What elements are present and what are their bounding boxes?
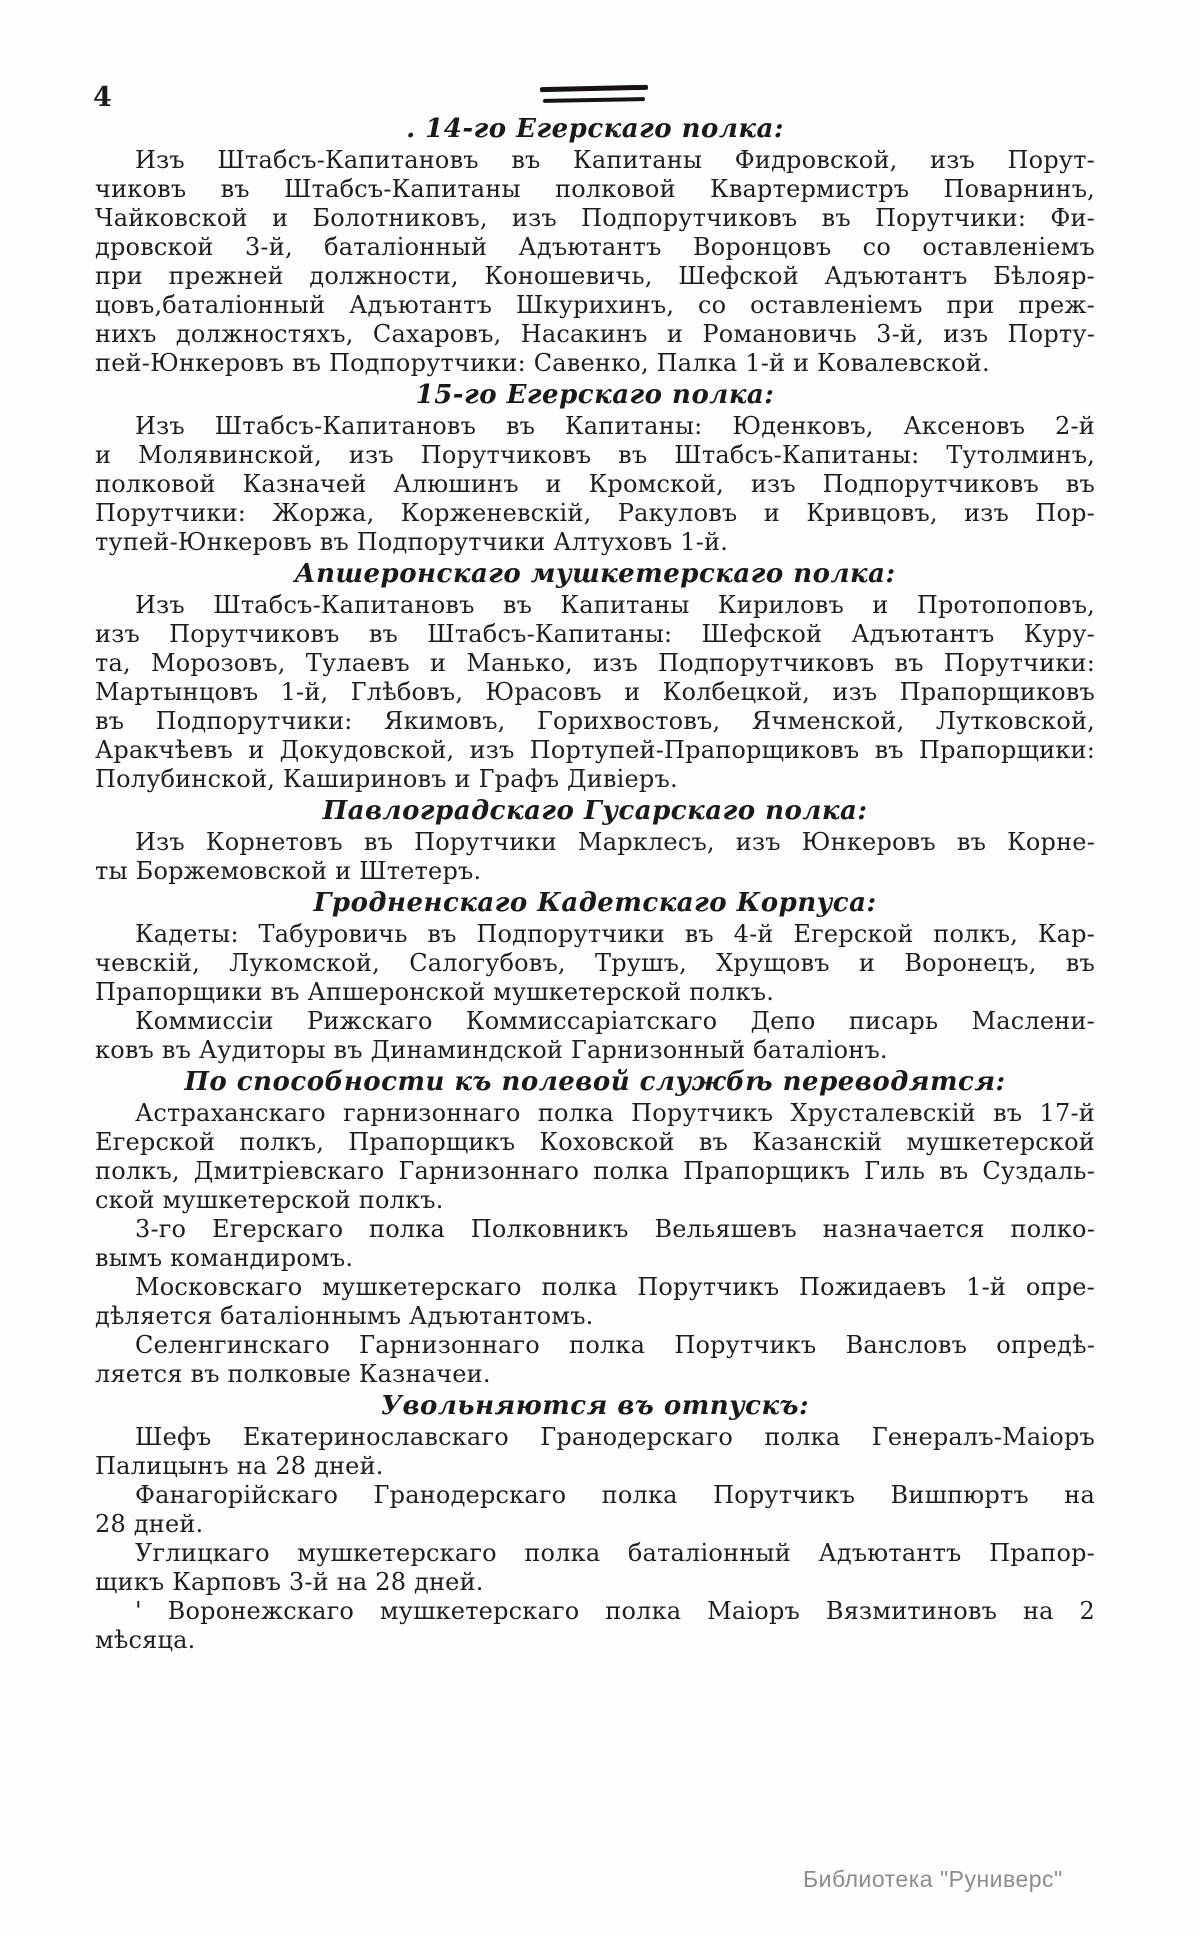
text-line: щикъ Карповъ 3-й на 28 дней. [95,1568,484,1596]
text-line: Чайковской и Болотниковъ, изъ Подпорутчиковъ въ Порутчики: Фи- [95,204,1095,232]
text-line: чевскій, Лукомской, Салогубовъ, Трушъ, Хрущовъ и Воронецъ, въ [95,949,1095,977]
text-line: нихъ должностяхъ, Сахаровъ, Насакинъ и Романовичь 3-й, изъ Порту- [95,320,1095,348]
text-line: Астраханскаго гарнизоннаго полка Порутчикъ Хрусталевскій въ 17-й [135,1099,1095,1127]
text-line: при прежней должности, Коношевичь, Шефской Адъютантъ Бѣлояр- [95,262,1095,290]
text-line: Изъ Штабсъ-Капитановъ въ Капитаны: Юденковъ, Аксеновъ 2-й [135,412,1095,440]
section-heading: 15-го Егерскаго полка: [415,380,775,410]
section-heading: По способности къ полевой службѣ переводятся: [184,1067,1006,1097]
text-line: тупей-Юнкеровъ въ Подпорутчики Алтуховъ 1-й. [95,528,729,556]
text-line: дѣляется баталіоннымъ Адъютантомъ. [95,1302,594,1330]
section-divider-ornament [540,86,650,110]
text-line: ' Воронежскаго мушкетерскаго полка Маіоръ Вязмитиновъ на 2 [135,1597,1095,1625]
section-heading: Увольняются въ отпускъ: [380,1391,810,1421]
text-line: ты Боржемовской и Штетеръ. [95,857,482,885]
document-body [95,112,1095,1655]
text-line: Прапорщики въ Апшеронской мушкетерской полкъ. [95,978,775,1006]
text-line: ской мушкетерской полкъ. [95,1186,444,1214]
text-line: Егерской полкъ, Прапорщикъ Коховской въ Казанскій мушкетерской [95,1128,1095,1156]
text-line: мѣсяца. [95,1626,196,1654]
text-line: Изъ Штабсъ-Капитановъ въ Капитаны Кириловъ и Протопоповъ, [135,591,1095,619]
text-line: Мартынцовъ 1-й, Глѣбовъ, Юрасовъ и Колбецкой, изъ Прапорщиковъ [95,678,1095,706]
page-number: 4 [93,82,112,113]
section-heading: Павлоградскаго Гусарскаго полка: [322,796,868,826]
text-line: Шефъ Екатеринославскаго Гранодерскаго полка Генералъ-Маіоръ [135,1423,1095,1451]
section-heading: Апшеронскаго мушкетерскаго полка: [294,559,896,589]
section-heading: . 14-го Егерскаго полка: [406,114,784,144]
text-line: Изъ Штабсъ-Капитановъ въ Капитаны Фидровской, изъ Порут- [135,146,1095,174]
text-line: та, Морозовъ, Тулаевъ и Манько, изъ Подпорутчиковъ въ Порутчики: [95,649,1095,677]
text-line: Аракчѣевъ и Докудовской, изъ Портупей-Прапорщиковъ въ Прапорщики: [95,736,1095,764]
text-line: Палицынъ на 28 дней. [95,1452,384,1480]
divider-line-top [540,85,648,92]
text-line: Фанагорійскаго Гранодерскаго полка Порутчикъ Вишпюртъ на [135,1481,1095,1509]
text-line: въ Подпорутчики: Якимовъ, Горихвостовъ, Ячменской, Лутковской, [95,707,1095,735]
text-line: 28 дней. [95,1510,204,1538]
divider-line-bottom [543,97,645,103]
text-line: Изъ Корнетовъ въ Порутчики Марклесъ, изъ Юнкеровъ въ Корне- [135,828,1095,856]
text-line: пей-Юнкеровъ въ Подпорутчики: Савенко, Палка 1-й и Ковалевской. [95,349,990,377]
text-line: полковой Казначей Алюшинъ и Кромской, изъ Подпорутчиковъ въ [95,470,1095,498]
text-line: ляется въ полковые Казначеи. [95,1360,491,1388]
text-line: изъ Порутчиковъ въ Штабсъ-Капитаны: Шефской Адъютантъ Куру- [95,620,1095,648]
text-line: Коммиссіи Рижскаго Коммиссаріатскаго Депо писарь Маслени- [135,1007,1095,1035]
text-line: 3-го Егерскаго полка Полковникъ Вельяшевъ назначается полко- [135,1215,1095,1243]
section-heading: Гродненскаго Кадетскаго Корпуса: [313,888,877,918]
text-line: ковъ въ Аудиторы въ Динаминдской Гарнизонный баталіонъ. [95,1036,888,1064]
text-line: Порутчики: Жоржа, Корженевскій, Ракуловъ и Кривцовъ, изъ Пор- [95,499,1095,527]
text-line: цовъ,баталіонный Адъютантъ Шкурихинъ, со оставленіемъ при преж- [95,291,1095,319]
text-line: Кадеты: Табуровичь въ Подпорутчики въ 4-й Егерской полкъ, Кар- [135,920,1095,948]
text-line: чиковъ въ Штабсъ-Капитаны полковой Квартермистръ Поварнинъ, [95,175,1095,203]
text-line: и Молявинской, изъ Порутчиковъ въ Штабсъ-Капитаны: Тутолминъ, [95,441,1095,469]
watermark: Библиотека "Руниверс" [803,1866,1063,1892]
text-line: Углицкаго мушкетерскаго полка баталіонный Адъютантъ Прапор- [135,1539,1095,1567]
text-line: Полубинской, Кашириновъ и Графъ Дивіеръ. [95,765,678,793]
text-line: вымъ командиромъ. [95,1244,354,1272]
text-line: дровской 3-й, баталіонный Адъютантъ Воронцовъ со оставленіемъ [95,233,1095,261]
text-line: Московскаго мушкетерскаго полка Порутчикъ Пожидаевъ 1-й опре- [135,1273,1095,1301]
text-line: Селенгинскаго Гарнизоннаго полка Порутчикъ Вансловъ опредѣ- [135,1331,1095,1359]
text-line: полкъ, Дмитріевскаго Гарнизоннаго полка Прапорщикъ Гиль въ Суздаль- [95,1157,1095,1185]
